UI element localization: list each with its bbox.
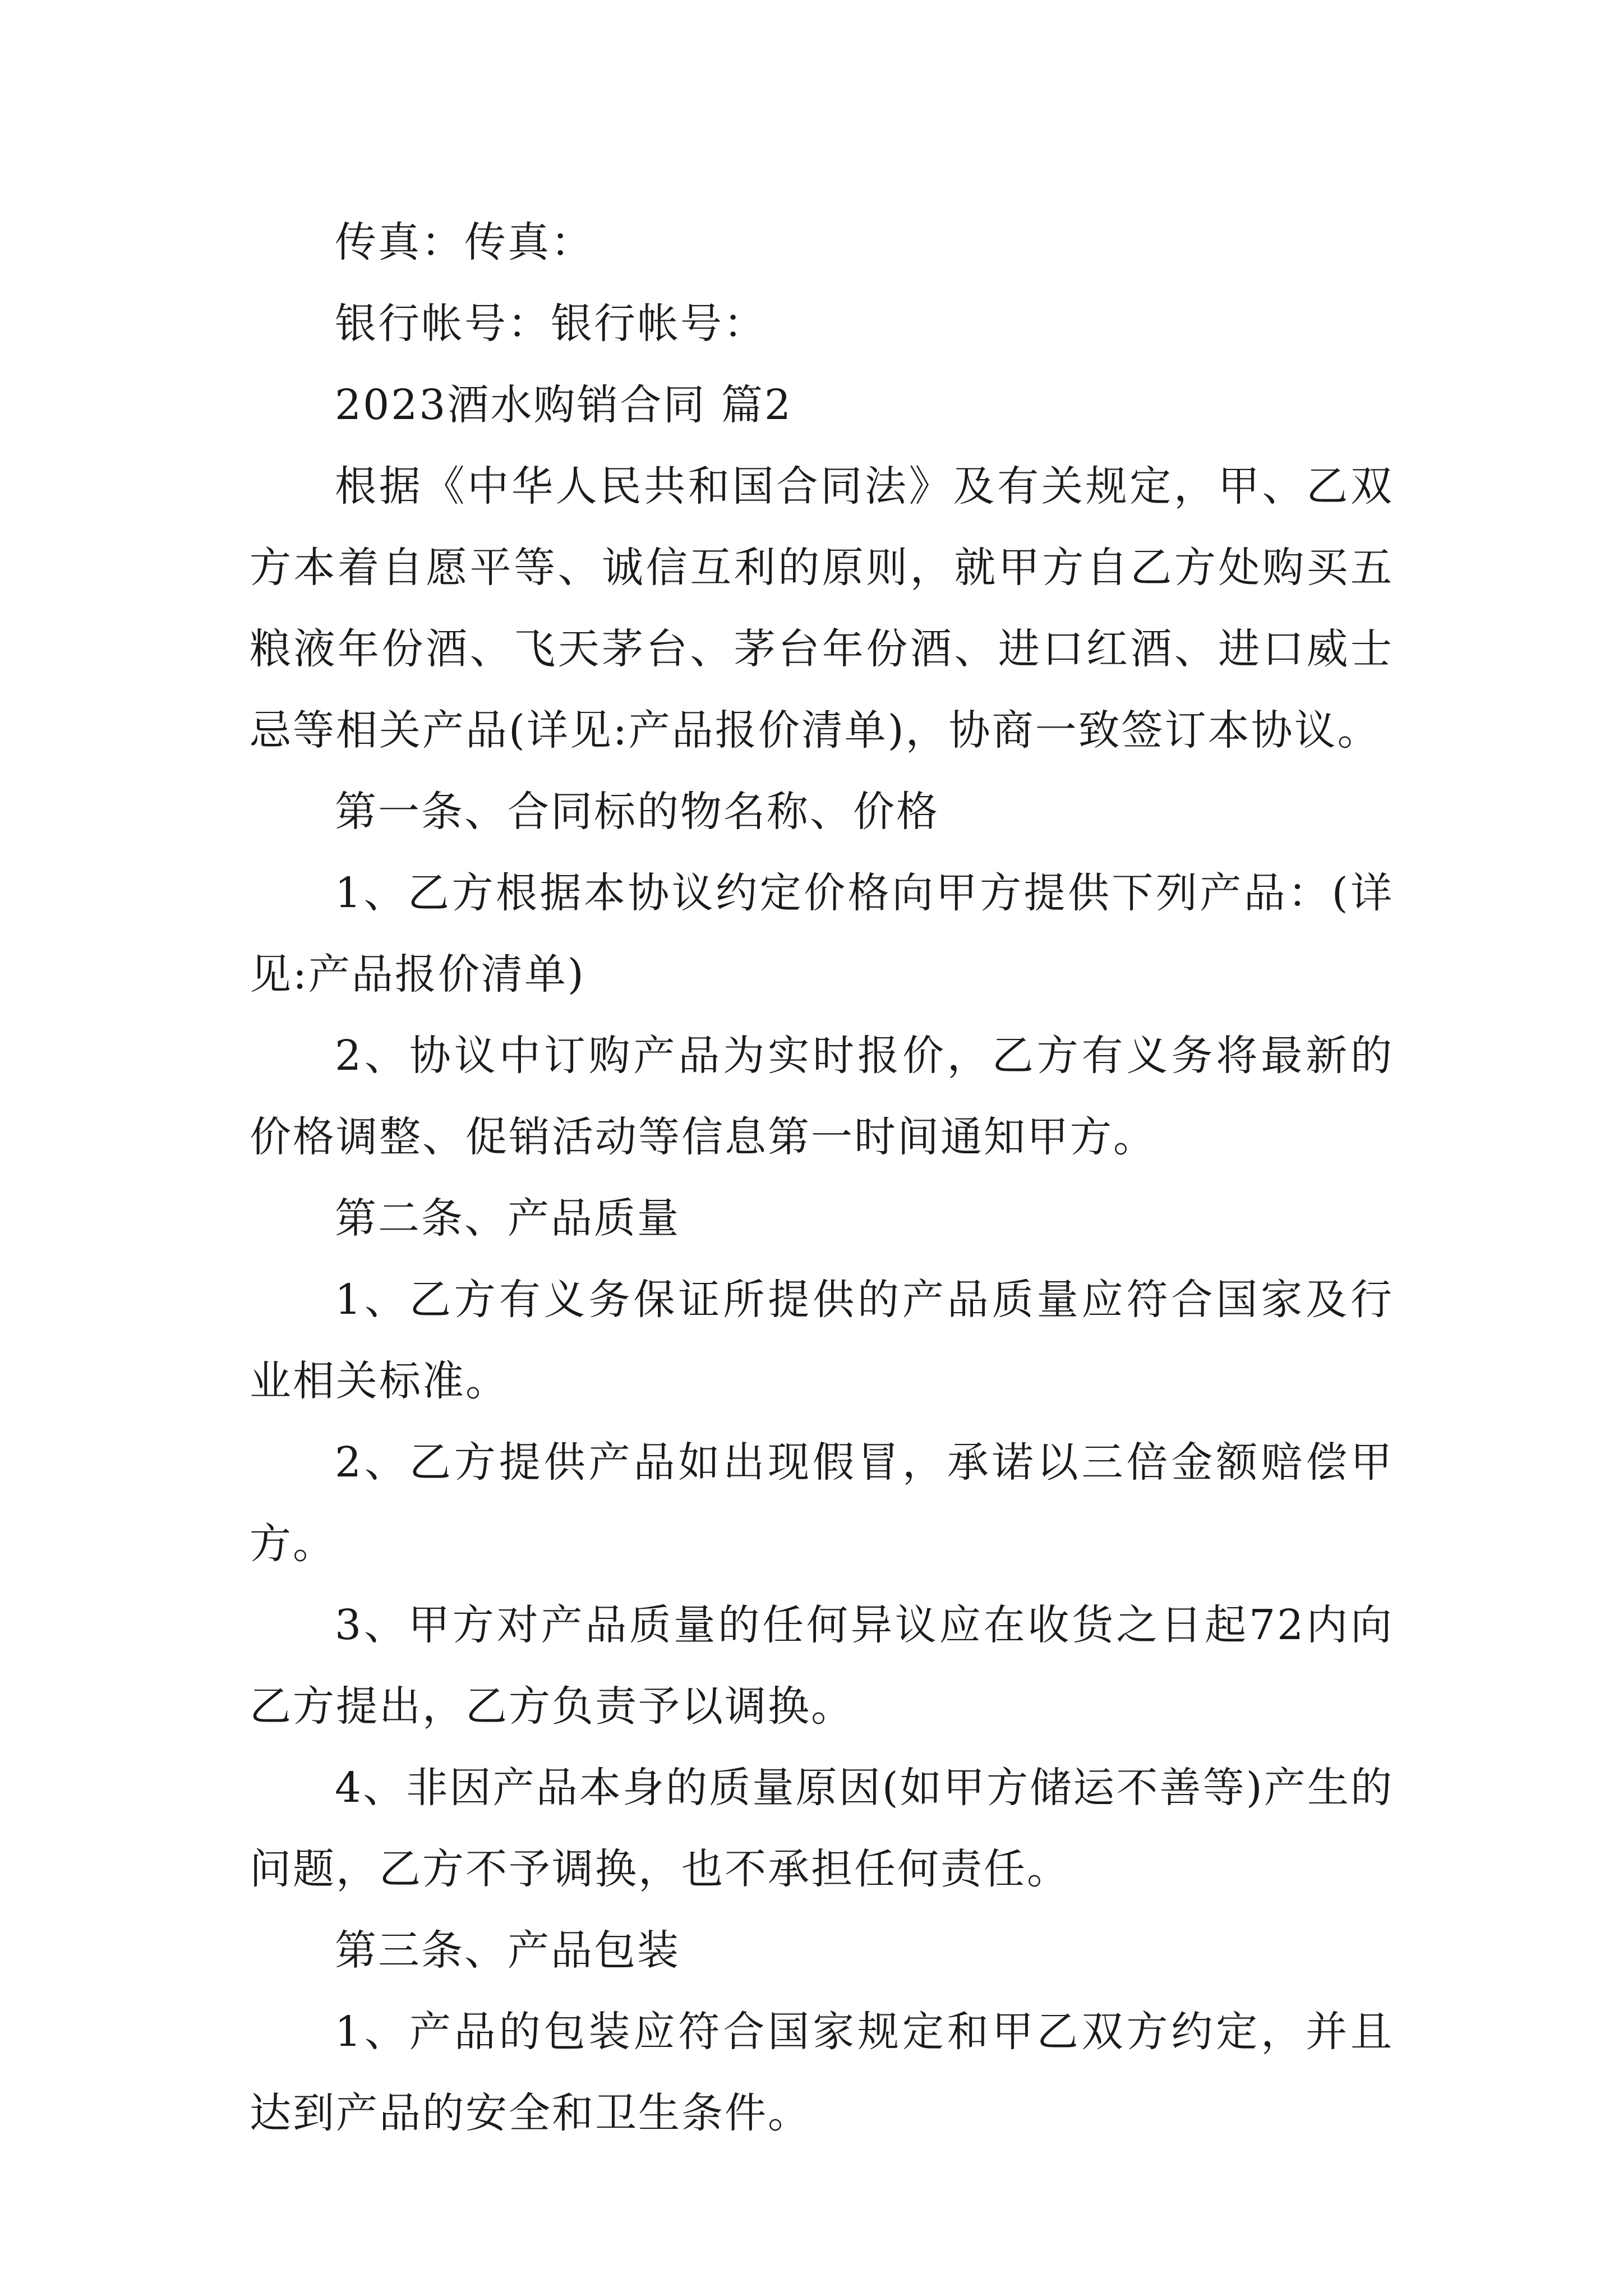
article-2-item-4: 4、非因产品本身的质量原因(如甲方储运不善等)产生的问题，乙方不予调换，也不承担任何责任。 [250,1764,1394,1893]
fax-line: 传真：传真： [335,218,594,266]
article-3-heading: 第三条、产品包装 [335,1926,680,1975]
bank-account-line: 银行帐号：银行帐号： [335,300,767,348]
article-2-item-3: 3、甲方对产品质量的任何异议应在收货之日起72内向乙方提出，乙方负责予以调换。 [250,1601,1394,1731]
article-1-item-1: 1、乙方根据本协议约定价格向甲方提供下列产品：(详见:产品报价清单) [250,869,1394,999]
article-2-heading: 第二条、产品质量 [335,1194,680,1243]
article-2-item-1: 1、乙方有义务保证所提供的产品质量应符合国家及行业相关标准。 [250,1276,1394,1405]
document-body [250,202,1394,2154]
article-1-heading: 第一条、合同标的物名称、价格 [335,788,939,836]
article-1-item-2: 2、协议中订购产品为实时报价，乙方有义务将最新的价格调整、促销活动等信息第一时间通知甲方。 [250,1032,1394,1161]
article-2-item-2: 2、乙方提供产品如出现假冒，承诺以三倍金额赔偿甲方。 [250,1438,1394,1568]
intro-paragraph: 根据《中华人民共和国合同法》及有关规定，甲、乙双方本着自愿平等、诚信互利的原则，就甲方自乙方处购买五粮液年份酒、飞天茅台、茅台年份酒、进口红酒、进口威士忌等相关产品(详见:产品报价清单)，协商一致签订本协议。 [250,462,1394,754]
article-3-item-1: 1、产品的包装应符合国家规定和甲乙双方约定，并且达到产品的安全和卫生条件。 [250,2008,1394,2137]
contract-title: 2023酒水购销合同 篇2 [335,381,792,429]
